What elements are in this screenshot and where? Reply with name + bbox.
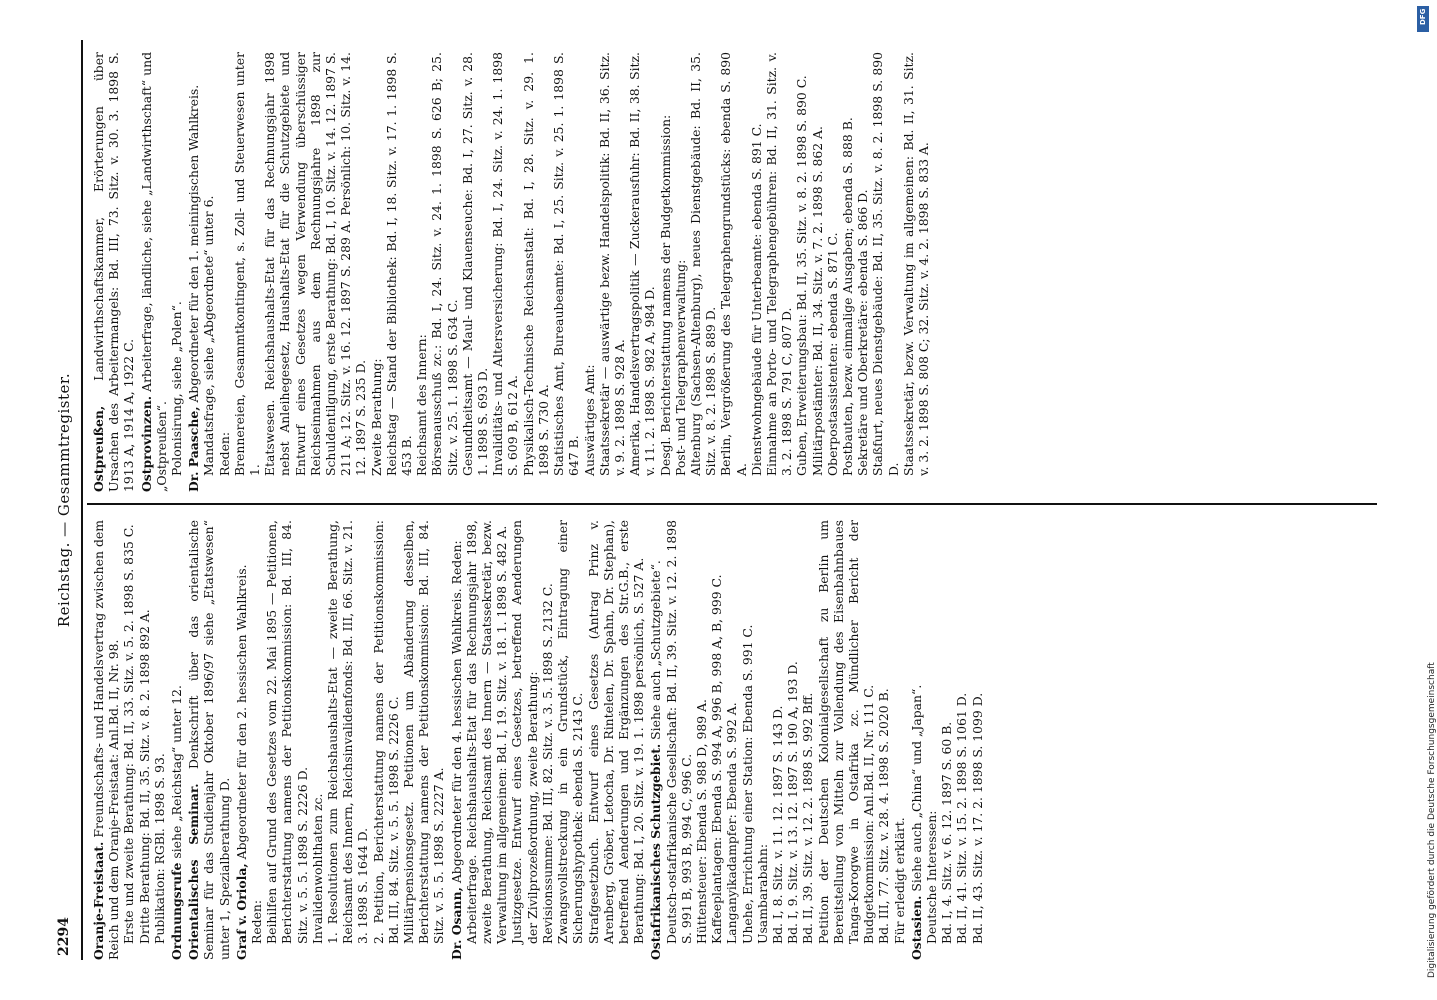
entry-text: Siehe auch „Schutzgebiete“. [648, 560, 664, 740]
entry-line: 1. Resolutionen zum Reichshaushalts-Etat — zweite Berathung, Reichsamt des Innern, Reichsinvalidenfonds: Bd. III, 66. Sitz. v. 21. 3. 1898 S. 1644 D. [325, 520, 371, 944]
entry-line: Reichstag — Stand der Bibliothek: Bd. I, 18. Sitz. v. 17. 1. 1898 S. 453 B. [383, 52, 415, 476]
register-entry [234, 520, 447, 960]
entry-line: Erste und zweite Berathung: Bd. II, 33. Sitz. v. 5. 2. 1898 S. 835 C. [121, 524, 137, 944]
entry-line: Physikalisch-Technische Reichsanstalt: Bd. I, 28. Sitz. v. 29. 1. 1898 S. 730 A. [520, 52, 551, 476]
column-rule [87, 503, 1377, 505]
entry-text: siehe „Reichstag“ unter 12. [169, 685, 185, 859]
entry-line: Oberpostassistenten: ebenda S. 871 C. [824, 232, 840, 476]
entry-line: Statistisches Amt, Bureaubeamte: Bd. I, 25. Sitz. v. 25. 1. 1898 S. 647 B. [551, 52, 582, 476]
entry-line: Dienstwohngebäude für Unterbeamte: ebenda S. 891 C. [748, 123, 764, 476]
entry-heading: Oranje-Freistaat. [91, 841, 106, 960]
entry-heading: Ostpreußen, [91, 405, 106, 492]
entry-text: Freundschafts- und Handelsvertrag zwischen dem Reich und dem Oranje-Freistaat: Anl.Bd. II, Nr. 98. [91, 520, 122, 960]
entry-line: Bd. III, 77. Sitz. v. 28. 4. 1898 S. 2020 B. [876, 688, 892, 944]
entry-heading: Ostafrikanisches Schutzgebiet. [648, 743, 664, 960]
entry-line: Bd. II, 41. Sitz. v. 15. 2. 1898 S. 1061 D. [954, 692, 970, 944]
entry-heading: Ordnungsrufe [169, 862, 185, 960]
entry-line: Dritte Berathung: Bd. II, 35. Sitz. v. 8. 2. 1898 892 A. [136, 609, 152, 944]
entry-line: Zwangsvollstreckung in ein Grundstück, Eintragung einer Sicherungshypothek: ebenda S. 2143 C. [555, 520, 586, 944]
entry-line: Staßfurt, neues Dienstgebäude: Bd. II, 35. Sitz. v. 8. 2. 1898 S. 890 D. [870, 52, 901, 476]
entry-text: Arbeiterfrage, ländliche, siehe „Landwirthschaft“ und „Ostpreußen“. [138, 52, 169, 492]
entry-text: Abgeordneter für den 1. meiningischen Wahlkreis. [186, 84, 202, 403]
entry-line: Bd. II, 43. Sitz. v. 17. 2. 1898 S. 1099 D. [969, 692, 985, 944]
register-entry [186, 52, 931, 492]
entry-line: Gesundheitsamt — Maul- und Klauenseuche: Bd. I, 27. Sitz. v. 28. 1. 1898 S. 693 D. [459, 52, 491, 476]
entry-line: Petition der Deutschen Kolonialgesellschaft zu Berlin um Bereitstellung von Mitteln zur Vollendung des Eisenbahnbaues Tanga-Korogwe in Ostafrika zc. Mündlicher Bericht der Budgetkommission: Anl.Bd. II, Nr. 111 C. [815, 520, 877, 944]
entry-line: Strafgesetzbuch. Entwurf eines Gesetzes (Antrag Prinz v. Arenberg, Gröber, Letocha, Dr. Rintelen, Dr. Spahn, Dr. Stephan), betreffend Aenderungen und Ergänzungen des Str.G.B., erste Berathung: Bd. I, 20. Sitz. v. 19. 1. 1898 persönlich, S. 527 A. [585, 520, 647, 944]
entry-line: Für erledigt erklärt. [891, 817, 907, 944]
entry-line: Langanyikadampfer: Ebenda S. 992 A. [724, 702, 740, 944]
entry-line: Mandatsfrage, siehe „Abgeordnete“ unter 6. [201, 195, 217, 476]
entry-line: Publikation: RGBl. 1898 S. 93. [151, 753, 167, 944]
register-entry [449, 520, 647, 960]
page-number: 2294 [56, 917, 72, 956]
entry-text: Abgeordneter für den 2. hessischen Wahlkreis. [233, 564, 249, 860]
entry-line: Militärpostämter: Bd. II, 34. Sitz. v. 7. 2. 1898 S. 862 A. [809, 126, 825, 476]
entry-heading: Dr. Osann, [448, 887, 464, 960]
entry-line: Berlin, Vergrößerung des Telegraphengrundstücks: ebenda S. 890 A. [718, 52, 749, 476]
entry-line: Bd. I, 4. Sitz. v. 6. 12. 1897 S. 60 B. [939, 721, 955, 944]
entry-line: Deutsch-ostafrikanische Gesellschaft: Bd. II, 39. Sitz. v. 12. 2. 1898 S. 991 B, 993 B, 994 C, 996 C. [663, 520, 694, 944]
entry-line: Kaffeeplantagen: Ebenda S. 994 A, 996 B, 998 A, B, 999 C. [709, 574, 725, 944]
register-entry [91, 52, 137, 492]
entry-text: Denkschrift über das orientalische Seminar für das Studienjahr Oktober 1896/97 siehe „Etatswesen“ unter 1, Spezialberathung D. [186, 520, 232, 960]
entry-heading: Dr. Paasche, [186, 406, 202, 492]
entry-line: Reden: [249, 899, 265, 944]
running-title: Reichstag. — Gesammtregister. [55, 372, 73, 628]
register-entry [909, 520, 985, 960]
entry-line: Sekretäre und Oberkretäre: ebenda S. 866 D. [855, 189, 871, 476]
dfg-logo: DFG [1417, 6, 1429, 32]
entry-text: Siehe auch „China“ und „Japan“. [908, 684, 924, 892]
entry-text: Abgeordneter für den 4. hessischen Wahlkreis. Reden: [448, 540, 464, 884]
entry-line: Brennereien, Gesammtkontingent, s. Zoll- und Steuerwesen unter 1. [231, 52, 263, 476]
entry-line: Justizgesetze. Entwurf eines Gesetzes, betreffend Aenderungen der Zivilprozeßordnung, zweite Berathung: [509, 520, 540, 944]
entry-line: Altenburg (Sachsen-Altenburg), neues Dienstgebäude: Bd. II, 35. Sitz. v. 8. 2. 1898 S. 889 D. [687, 52, 719, 476]
funding-note [1416, 8, 1437, 992]
entry-heading: Graf v. Oriola, [233, 863, 249, 960]
register-entry [139, 52, 185, 492]
entry-line: Staatssekretär — auswärtige bezw. Handelspolitik: Bd. II, 36. Sitz. v. 9. 2. 1898 S. 928 A. [596, 52, 627, 476]
entry-text: Landwirthschaftskammer, Erörterungen über Ursachen des Arbeitermangels: Bd. III, 73. Sitz. v. 30. 3. 1898 S. 1913 A, 1914 A, 1922 C. [91, 52, 137, 492]
entry-line: Invalidenwohlthaten zc. [309, 793, 325, 944]
register-entry [169, 520, 184, 960]
entry-line: Polonisirung, siehe „Polen“. [169, 301, 185, 476]
entry-line: Etatswesen. Reichshaushalts-Etat für das Rechnungsjahr 1898 nebst Anleihegesetz, Haushalts-Etat für die Schutzgebiete und Entwurf eines Gesetzes wegen Verwendung überschüssiger Reichseinnahmen aus dem Rechnungsjahre 1898 zur Schuldentilgung, erste Berathung: Bd. I, 10. Sitz. v. 14. 12. 1897 S. 211 A; 12. Sitz. v. 16. 12. 1897 S. 289 A. Persönlich: 10. Sitz. v. 14. 12. 1897 S. 235 D. [262, 52, 369, 476]
rotated-page [47, 40, 1387, 960]
entry-heading: Orientalisches Seminar. [186, 783, 202, 960]
header-rule [81, 40, 83, 960]
entry-line: Reden: [216, 431, 232, 476]
register-entry [648, 520, 906, 960]
register-entry [186, 520, 232, 960]
entry-line: Beihilfen auf Grund des Gesetzes vom 22. Mai 1895 — Petitionen, Berichterstattung namens der Petitionskommission: Bd. III, 84. Sitz. v. 5. 5. 1898 S. 2226 D. [264, 520, 310, 944]
funding-note-text: Digitalisierung gefördert durch die Deutsche Forschungsgemeinschaft [1427, 662, 1437, 978]
entry-line: Usambarabahn: [754, 843, 770, 944]
entry-line: Postbauten, bezw. einmalige Ausgaben; ebenda S. 888 B. [839, 117, 855, 476]
entry-line: Bd. II, 39. Sitz. v. 12. 2. 1898 S. 992 Bff. [800, 692, 816, 944]
entry-line: Revisionssumme: Bd. III, 82. Sitz. v. 3. 5. 1898 S. 2132 C. [539, 583, 555, 944]
register-entry [91, 520, 167, 960]
entry-line: Hüttensteuer: Ebenda S. 988 D, 989 A. [693, 699, 709, 944]
entry-line: Desgl. Berichterstattung namens der Budgetkommission: [657, 114, 673, 476]
page-header [47, 40, 79, 960]
entry-line: Invaliditäts- und Altersversicherung: Bd. I, 24. Sitz. v. 24. 1. 1898 S. 609 B, 612 A. [490, 52, 521, 476]
entry-line: Militärpensionsgesetz. Petitionen um Abänderung desselben, Berichterstattung namens der Petitionskommission: Bd. III, 84. Sitz. v. 5. 5. 1898 S. 2227 A. [401, 520, 447, 944]
entry-line: Post- und Telegraphenverwaltung: [672, 259, 688, 476]
entry-line: 2. Petition, Berichterstattung namens der Petitionskommission: Bd. III, 84. Sitz. v. 5. 5. 1898 S. 2226 C. [370, 520, 401, 944]
entry-heading: Ostasien. [908, 895, 924, 960]
entry-line: Einnahme an Porto- und Telegraphengebühren: Bd. II, 31. Sitz. v. 3. 2. 1898 S. 791 C, 807 D. [763, 52, 795, 476]
entry-line: Amerika, Handelsvertragspolitik — Zuckerausfuhr: Bd. II, 38. Sitz. v. 11. 2. 1898 S. 982 A, 984 D. [627, 52, 658, 476]
entry-heading: Ostprovinzen. [138, 395, 154, 492]
entry-line: Uhehe, Errichtung einer Station: Ebenda S. 991 C. [739, 624, 755, 944]
left-column [91, 520, 1381, 960]
entry-line: Bd. I, 9. Sitz. v. 13. 12. 1897 S. 190 A, 193 D. [785, 661, 801, 944]
entry-line: Deutsche Interessen: [923, 810, 939, 944]
entry-line: Guben, Erweiterungsbau: Bd. II, 35. Sitz. v. 8. 2. 1898 S. 890 C. [794, 75, 810, 476]
entry-line: Staatssekretär, bezw. Verwaltung im allgemeinen: Bd. II, 31. Sitz. v. 3. 2. 1898 S. 808 C; 32. Sitz. v. 4. 2. 1898 S. 833 A. [900, 52, 931, 476]
entry-line: Zweite Berathung: [368, 358, 384, 476]
right-column [91, 52, 1381, 492]
entry-line: Auswärtiges Amt: [581, 364, 597, 476]
entry-line: Reichsamt des Innern: [414, 334, 430, 476]
entry-line: Arbeiterfrage. Reichshaushalts-Etat für das Rechnungsjahr 1898, zweite Berathung, Reichsamt des Innern — Staatssekretär, bezw. Verwaltung im allgemeinen: Bd. I, 19. Sitz. v. 18. 1. 1898 S. 482 A. [463, 520, 510, 944]
entry-line: Börsenausschuß zc.: Bd. I, 24. Sitz. v. 24. 1. 1898 S. 626 B; 25. Sitz. v. 25. 1. 1898 S. 634 C. [429, 52, 460, 476]
entry-line: Bd. I, 8. Sitz. v. 11. 12. 1897 S. 143 D. [769, 705, 785, 944]
